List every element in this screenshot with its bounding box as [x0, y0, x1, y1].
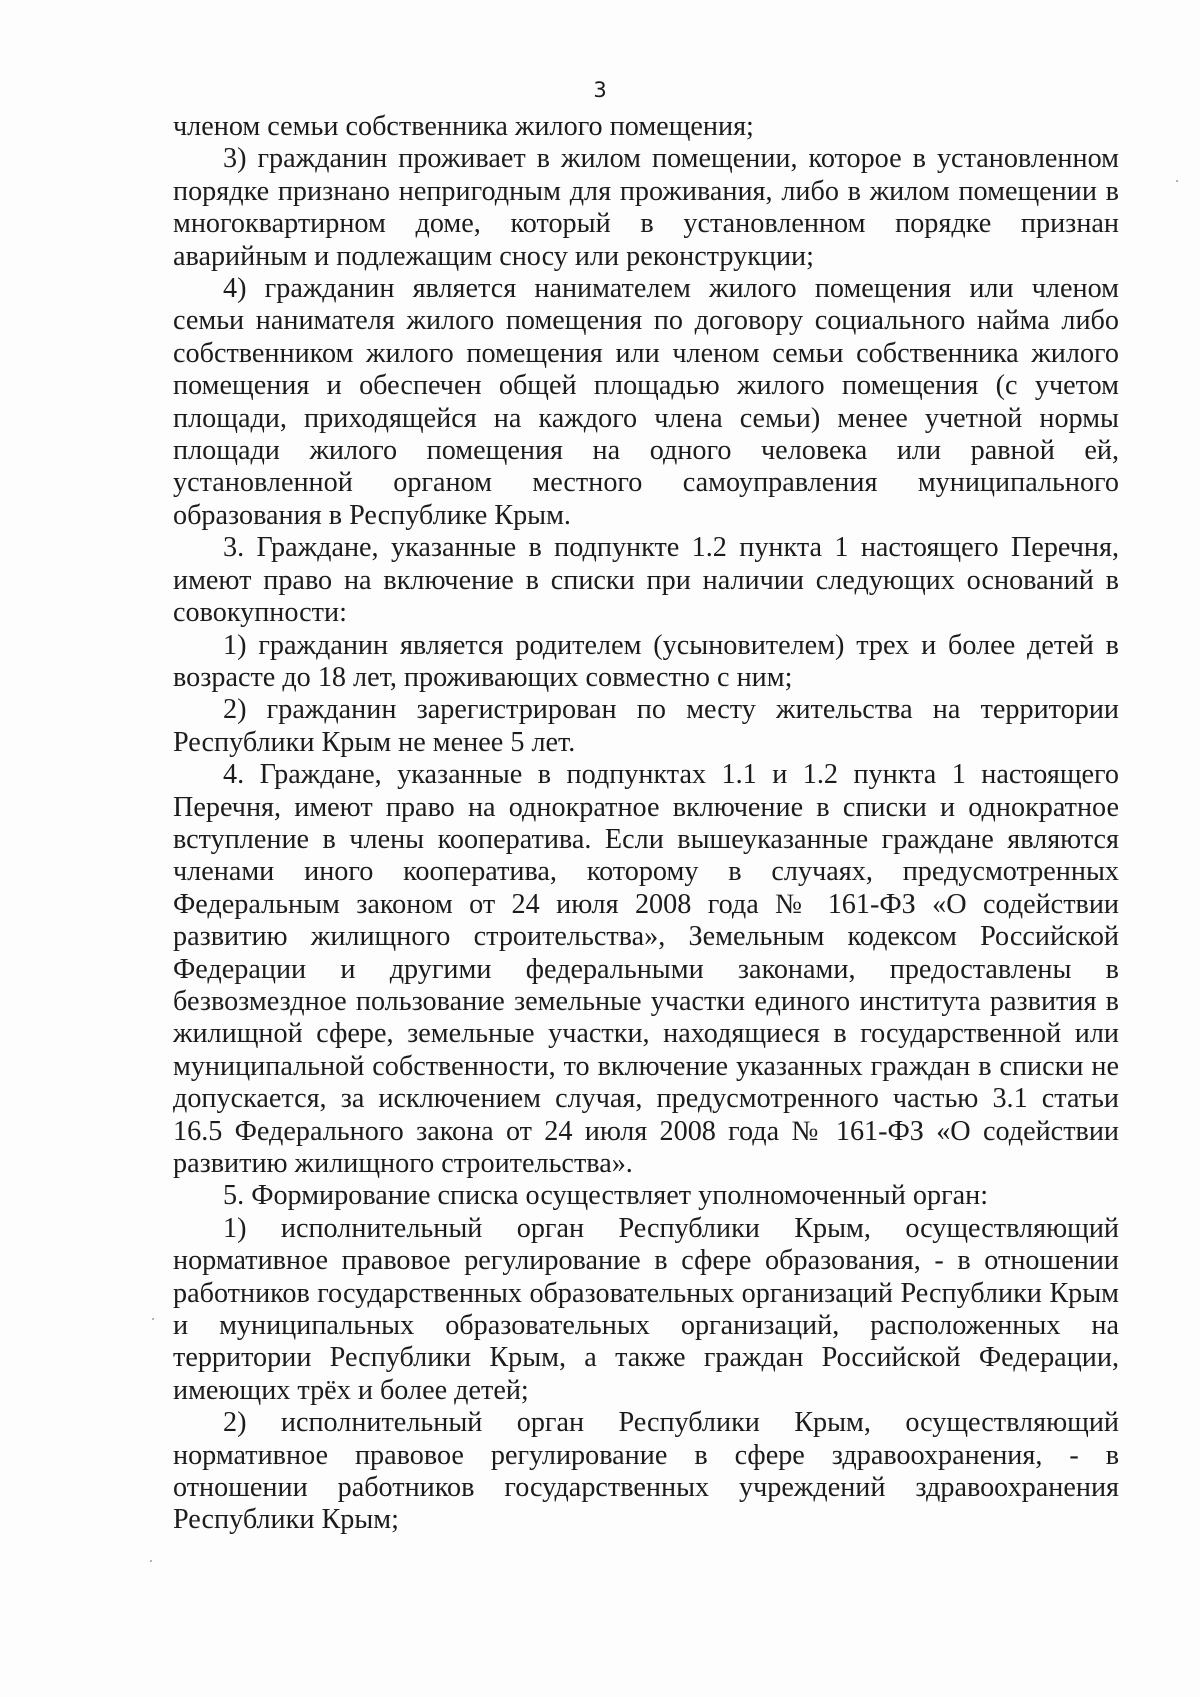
scan-speck	[150, 1560, 152, 1562]
paragraph: 3. Граждане, указанные в подпункте 1.2 пункта 1 настоящего Перечня, имеют право на включение в списки при наличии следующих оснований в совокупности:	[173, 532, 1119, 629]
document-body	[173, 111, 1119, 1537]
paragraph: 2) гражданин зарегистрирован по месту жительства на территории Республики Крым не менее 5 лет.	[173, 694, 1119, 758]
page-number: 3	[593, 78, 607, 102]
paragraph: 2) исполнительный орган Республики Крым, осуществляющий нормативное правовое регулирование в сфере здравоохранения, - в отношении работников государственных учреждений здравоохранения Республики Крым;	[173, 1407, 1119, 1536]
paragraph: 5. Формирование списка осуществляет уполномоченный орган:	[223, 1180, 989, 1212]
paragraph: 4. Граждане, указанные в подпунктах 1.1 и 1.2 пункта 1 настоящего Перечня, имеют право на однократное включение в списки и однократное вступление в члены кооператива. Если вышеуказанные граждане являются членами иного кооператива, которому в случаях, предусмотренных Федеральным законом от 24 июля 2008 года № 161-ФЗ «О содействии развитию жилищного строительства», Земельным кодексом Российской Федерации и другими федеральными законами, предоставлены в безвозмездное пользование земельные участки единого института развития в жилищной сфере, земельные участки, находящиеся в государственной или муниципальной собственности, то включение указанных граждан в списки не допускается, за исключением случая, предусмотренного частью 3.1 статьи 16.5 Федерального закона от 24 июля 2008 года № 161-ФЗ «О содействии развитию жилищного строительства».	[173, 759, 1119, 1179]
paragraph: 4) гражданин является нанимателем жилого помещения или членом семьи нанимателя жилого помещения по договору социального найма либо собственником жилого помещения или членом семьи собственника жилого помещения и обеспечен общей площадью жилого помещения (с учетом площади, приходящейся на каждого члена семьи) менее учетной нормы площади жилого помещения на одного человека или равной ей, установленной органом местного самоуправления муниципального образования в Республике Крым.	[173, 273, 1119, 531]
scan-speck	[1176, 180, 1178, 182]
paragraph: 1) исполнительный орган Республики Крым, осуществляющий нормативное правовое регулирование в сфере образования, - в отношении работников государственных образовательных организаций Республики Крым и муниципальных образовательных организаций, расположенных на территории Республики Крым, а также граждан Российской Федерации, имеющих трёх и более детей;	[173, 1212, 1119, 1406]
paragraph: 1) гражданин является родителем (усыновителем) трех и более детей в возрасте до 18 лет, проживающих совместно с ним;	[173, 629, 1119, 693]
paragraph: 3) гражданин проживает в жилом помещении, которое в установленном порядке признано непригодным для проживания, либо в жилом помещении в многоквартирном доме, который в установленном порядке признан аварийным и подлежащим сносу или реконструкции;	[173, 143, 1119, 272]
paragraph: членом семьи собственника жилого помещения;	[173, 111, 754, 142]
scan-speck	[152, 1318, 154, 1320]
